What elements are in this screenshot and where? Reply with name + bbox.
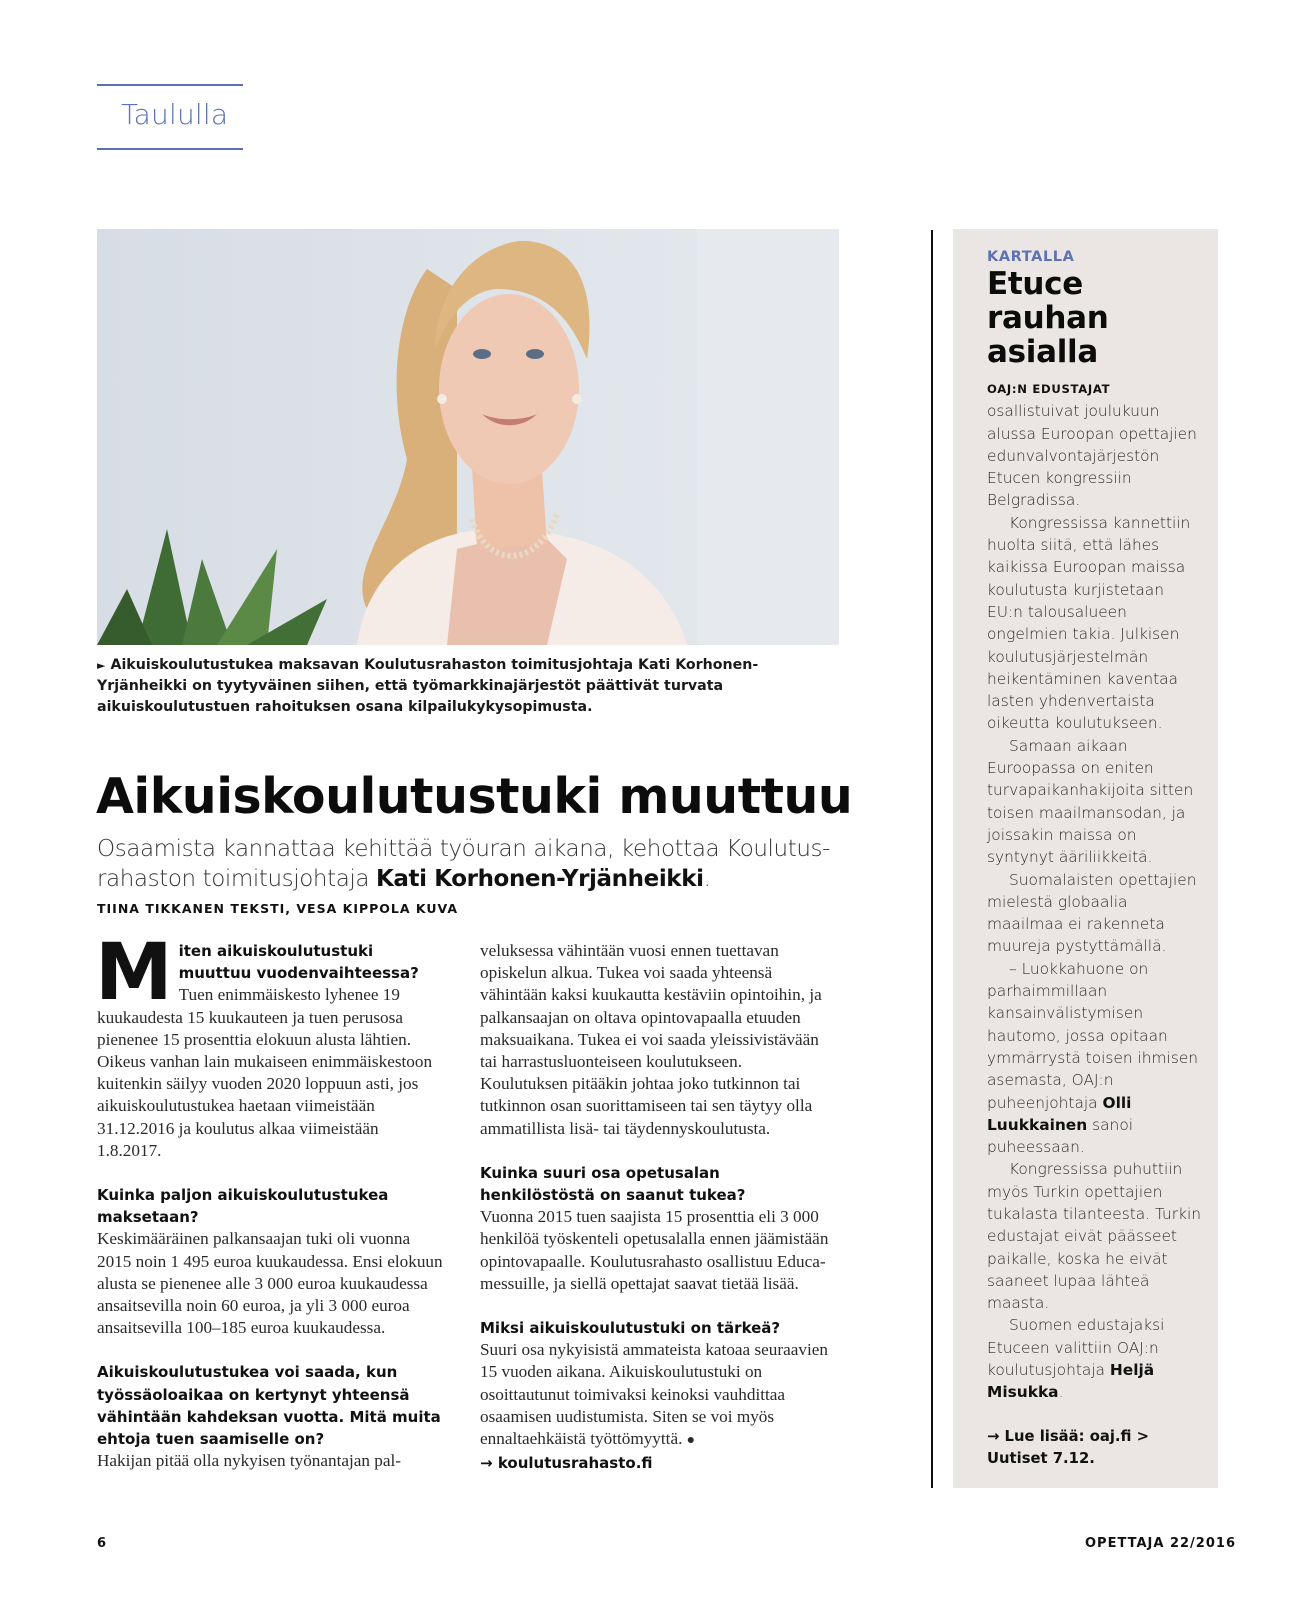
- read-more-line: → Lue lisää: oaj.fi >: [987, 1427, 1150, 1445]
- article-standfirst: [97, 834, 837, 894]
- sidebar-paragraph: Kongressissa kannettiin huolta siitä, että lähes kaikissa Euroopan maissa koulutusta kurjistetaan EU:n talousalueen ongelmien takia. Julkisen koulutusjärjestelmän heikentäminen kaventaa lasten yhdenvertaista oikeutta koulutukseen.: [987, 513, 1191, 733]
- section-tag-label: Taululla: [121, 98, 229, 131]
- caption-marker-icon: ►: [97, 659, 106, 672]
- sidebar-title-line: rauhan: [987, 300, 1109, 336]
- right-eye: [526, 349, 544, 359]
- left-eye: [473, 349, 491, 359]
- answer-3-part-1: Hakijan pitää olla nykyisen työnantajan pal-: [97, 1451, 402, 1471]
- photo-caption: [97, 655, 837, 718]
- sidebar-title-line: asialla: [987, 334, 1098, 370]
- answer-5-text: Suuri osa nykyisistä ammateista katoaa seuraavien 15 vuoden aikana. Aikuiskoulutustuki on osoittautunut toimivaksi keinoksi vauhdittaa osaamisen uudistumista. Siten se voi myös ennaltaehkäistä työttömyyttä.: [480, 1340, 828, 1449]
- section-tag-top-rule: [97, 84, 243, 86]
- wall-panel: [697, 229, 839, 645]
- answer-1: Tuen enimmäiskesto lyhenee 19 kuukaudesta 15 kuukauteen ja tuen perusosa pienenee 15 prosenttia elokuun alusta lähtien. Oikeus vanhan lain mukaiseen enimmäiskestoon kuitenkin säilyy vuoden 2020 loppuun asti, jos aikuiskoulutustukea haetaan viimeistään 31.12.2016 ja koulutus alkaa viimeistään 1.8.2017.: [97, 985, 433, 1160]
- column-divider: [931, 230, 933, 1488]
- standfirst-text: Osaamista kannattaa kehittää työuran aikana, kehottaa Koulutus-rahaston toimitusjohtaja: [97, 836, 830, 892]
- sidebar-title-line: Etuce: [987, 266, 1083, 302]
- face: [439, 294, 579, 484]
- right-earring: [572, 394, 582, 404]
- question-4: Kuinka suuri osa opetusalan henkilöstöstä on saanut tukea?: [480, 1163, 746, 1205]
- sidebar-paragraph-end: .: [1058, 1383, 1064, 1402]
- question-3: Aikuiskoulutustukea voi saada, kun työssäoloaikaa on kertynyt yhteensä vähintään kahdeksan vuotta. Mitä muita ehtoja tuen saamiselle on?: [97, 1363, 441, 1449]
- answer-2: Keskimääräinen palkansaajan tuki oli vuonna 2015 noin 1 495 euroa kuukaudessa. Ensi elokuun alusta se pienenee alle 3 000 euroa kuukaudessa ansaitsevilla noin 60 euroa, ja yli 3 000 euroa ansaitsevilla 100–185 euroa kuukaudessa.: [97, 1229, 443, 1338]
- sidebar-paragraph: Samaan aikaan Euroopassa on eniten turvapaikanhakijoita sitten toisen maailmansodan, ja joissakin maissa on syntynyt ääriliikkeitä.: [987, 736, 1194, 867]
- section-tag: [97, 84, 243, 150]
- link-label: koulutusrahasto.fi: [497, 1454, 653, 1473]
- standfirst-period: .: [703, 866, 711, 892]
- sidebar-kicker: KARTALLA: [987, 249, 1075, 265]
- caption-text: Aikuiskoulutustukea maksavan Koulutusrahaston toimitusjohtaja Kati Korhonen-Yrjänheikki on tyytyväinen siihen, että työmarkkinajärjestöt päättivät turvata aikuiskoulutustuen rahoituksen osana kilpailukykysopimusta.: [97, 657, 759, 715]
- arrow-right-icon: →: [480, 1454, 493, 1473]
- portrait-photo: [97, 229, 839, 645]
- sidebar-body: [987, 377, 1202, 1404]
- page-number: 6: [97, 1536, 107, 1551]
- sidebar-paragraph: Kongressissa puhuttiin myös Turkin opettajien tukalasta tilanteesta. Turkin edustajat eivät päässeet paikalle, koska he eivät saaneet lupaa lähteä maasta.: [987, 1160, 1202, 1313]
- plant-leaves: [97, 529, 327, 645]
- left-earring: [437, 394, 447, 404]
- answer-4: Vuonna 2015 tuen saajista 15 prosenttia eli 3 000 henkilöä työskenteli opetusalalla ennen jäämistään opintovapaalle. Koulutusrahasto osallistuu Educa-messuille, ja siellä opettajat saavat tietää lisää.: [480, 1207, 829, 1293]
- publication-issue: OPETTAJA 22/2016: [1085, 1536, 1236, 1551]
- read-more-link[interactable]: [987, 1426, 1202, 1470]
- sidebar-paragraph: [987, 377, 1202, 512]
- portrait-illustration: [97, 229, 839, 645]
- question-2: Kuinka paljon aikuiskoulutustukea maksetaan?: [97, 1186, 389, 1227]
- sidebar-quote-end: sanoi puheessaan.: [987, 1115, 1134, 1157]
- answer-3-part-2: veluksessa vähintään vuosi ennen tuettavan opiskelun alkua. Tukea voi saada yhteensä vähintään kaksi kuukautta kestäviin opintoihin, ja palkansaajan on oltava opintovapaalla etuuden maksuaikana. Tukea ei voi saada yleissivistävään tai harrastusluonteiseen koulutukseen. Koulutuksen pitääkin johtaa joko tutkinnon tai tutkinnon osan suorittamiseen tai sen täytyy olla ammatillista lisä- tai täydennyskoulutusta.: [480, 941, 822, 1138]
- question-5: Miksi aikuiskoulutustuki on tärkeä?: [480, 1319, 781, 1338]
- sidebar-person-name: Olli Luukkainen: [987, 1093, 1132, 1134]
- sidebar-paragraph: [987, 958, 1202, 1159]
- koulutusrahasto-link[interactable]: [480, 1452, 830, 1474]
- end-mark-icon: ●: [686, 1433, 696, 1449]
- sidebar-quote-text: – Luokkahuone on parhaimmillaan kansainvälistymisen hautomo, jossa opitaan ymmärrystä toisen ihmisen asemasta, OAJ:n puheenjohtaja: [987, 959, 1199, 1112]
- sidebar-paragraph: [987, 1314, 1202, 1403]
- sidebar-paragraph-text: osallistuivat joulukuun alussa Euroopan opettajien edunvalvontajärjestön Etucen kongressiin Belgradissa.: [987, 402, 1197, 510]
- sidebar-paragraph-text: Suomen edustajaksi Etuceen valittiin OAJ:n koulutusjohtaja: [987, 1316, 1165, 1380]
- question-1: iten aikuiskoulutustuki muuttuu vuodenvaihteessa?: [178, 942, 419, 983]
- section-tag-bottom-rule: [97, 148, 243, 150]
- drop-cap: M: [95, 928, 173, 1018]
- article-column-1: [95, 928, 447, 1472]
- sidebar-box: [953, 229, 1218, 1488]
- sidebar-person-name: Heljä Misukka: [987, 1361, 1155, 1402]
- sidebar-lead-caps: OAJ:N EDUSTAJAT: [987, 382, 1111, 396]
- read-more-line: Uutiset 7.12.: [987, 1449, 1095, 1467]
- sidebar-title: [987, 267, 1202, 369]
- article-byline: TIINA TIKKANEN TEKSTI, VESA KIPPOLA KUVA: [97, 901, 459, 916]
- article-column-2: [480, 940, 830, 1474]
- article-headline: Aikuiskoulutustuki muuttuu: [96, 768, 853, 825]
- answer-5: [480, 1339, 830, 1452]
- sidebar-paragraph: Suomalaisten opettajien mielestä globaalia maailmaa ei rakenneta muureja pystyttämällä.: [987, 870, 1197, 956]
- standfirst-name: Kati Korhonen-Yrjänheikki: [375, 866, 704, 892]
